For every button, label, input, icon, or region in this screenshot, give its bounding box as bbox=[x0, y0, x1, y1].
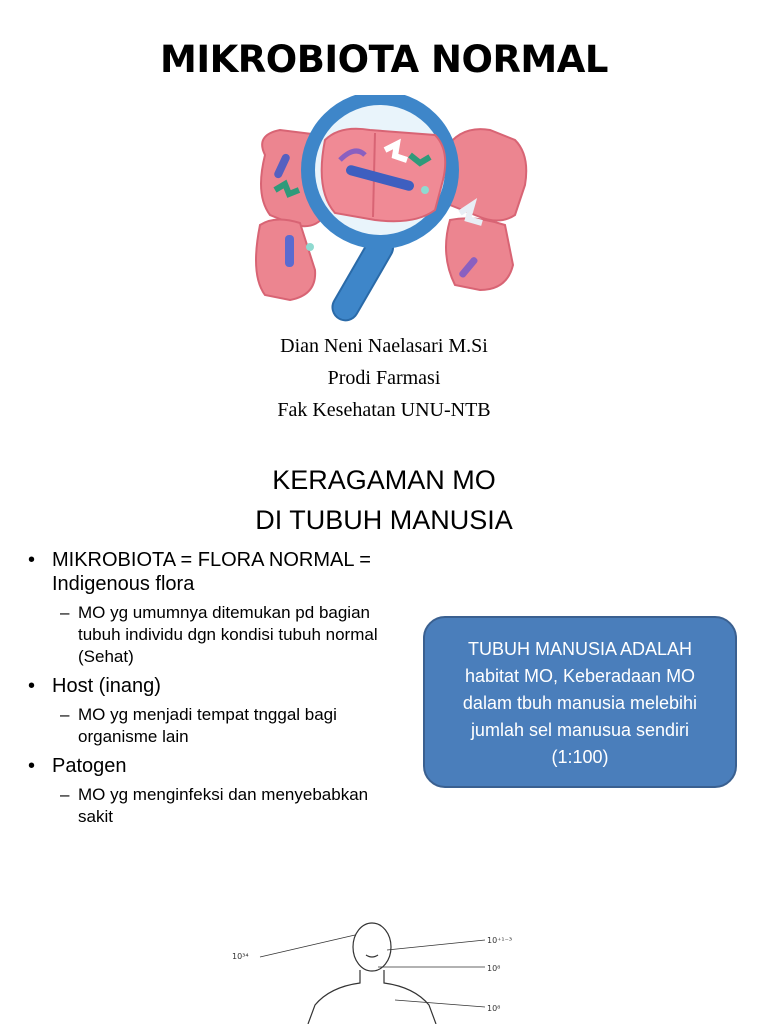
section-title-line2: DI TUBUH MANUSIA bbox=[255, 505, 513, 535]
author-name: Dian Neni Naelasari M.Si bbox=[280, 335, 488, 357]
magnified-cells bbox=[322, 129, 446, 222]
callout-line: dalam tbuh manusia melebihi bbox=[462, 693, 698, 713]
dash-marker: – bbox=[60, 603, 70, 622]
bullet-list bbox=[28, 548, 398, 828]
bullet-dot: • bbox=[28, 675, 36, 697]
body-diagram bbox=[180, 915, 540, 1024]
sub-bullet-text: MO yg menginfeksi dan menyebabkan sakit bbox=[78, 785, 369, 826]
callout-line: jumlah sel manusua sendiri bbox=[470, 720, 690, 740]
body-outline bbox=[308, 923, 436, 1024]
section-title bbox=[0, 460, 768, 540]
bullet-item bbox=[28, 754, 398, 778]
diagram-label-right-top: 10⁺¹⁻³ bbox=[487, 936, 513, 945]
bullet-text: Patogen bbox=[52, 755, 127, 777]
bullet-item bbox=[28, 548, 398, 596]
callout-line: habitat MO, Keberadaan MO bbox=[464, 666, 696, 686]
section-title-line1: KERAGAMAN MO bbox=[272, 465, 496, 495]
sub-bullet-text: MO yg menjadi tempat tnggal bagi organisme lain bbox=[78, 705, 337, 746]
callout-line: TUBUH MANUSIA ADALAH bbox=[467, 639, 693, 659]
bullet-text: Host (inang) bbox=[52, 675, 161, 697]
sub-bullet-item bbox=[28, 704, 398, 748]
sub-bullet-text: MO yg umumnya ditemukan pd bagian tubuh individu dgn kondisi tubuh normal (Sehat) bbox=[78, 603, 378, 666]
diagram-label-right-low: 10⁸ bbox=[487, 1004, 501, 1013]
magnifier-microbes-illustration bbox=[245, 95, 535, 325]
faculty-name: Fak Kesehatan UNU-NTB bbox=[277, 399, 491, 421]
bullet-item bbox=[28, 674, 398, 698]
dash-marker: – bbox=[60, 785, 70, 804]
diagram-label-right-mid: 10⁸ bbox=[487, 964, 501, 973]
bullet-dot: • bbox=[28, 755, 36, 777]
sub-bullet-item bbox=[28, 602, 398, 668]
slide-title: MIKROBIOTA NORMAL bbox=[160, 38, 608, 81]
dash-marker: – bbox=[60, 705, 70, 724]
sub-bullet-item bbox=[28, 784, 398, 828]
callout-box bbox=[423, 616, 737, 788]
bullet-dot: • bbox=[28, 549, 36, 571]
department-name: Prodi Farmasi bbox=[327, 367, 441, 389]
diagram-label-left: 10³⁴ bbox=[232, 952, 249, 961]
bullet-text: MIKROBIOTA = FLORA NORMAL = Indigenous flora bbox=[52, 549, 371, 595]
author-block bbox=[0, 330, 768, 426]
callout-line: (1:100) bbox=[551, 747, 609, 767]
